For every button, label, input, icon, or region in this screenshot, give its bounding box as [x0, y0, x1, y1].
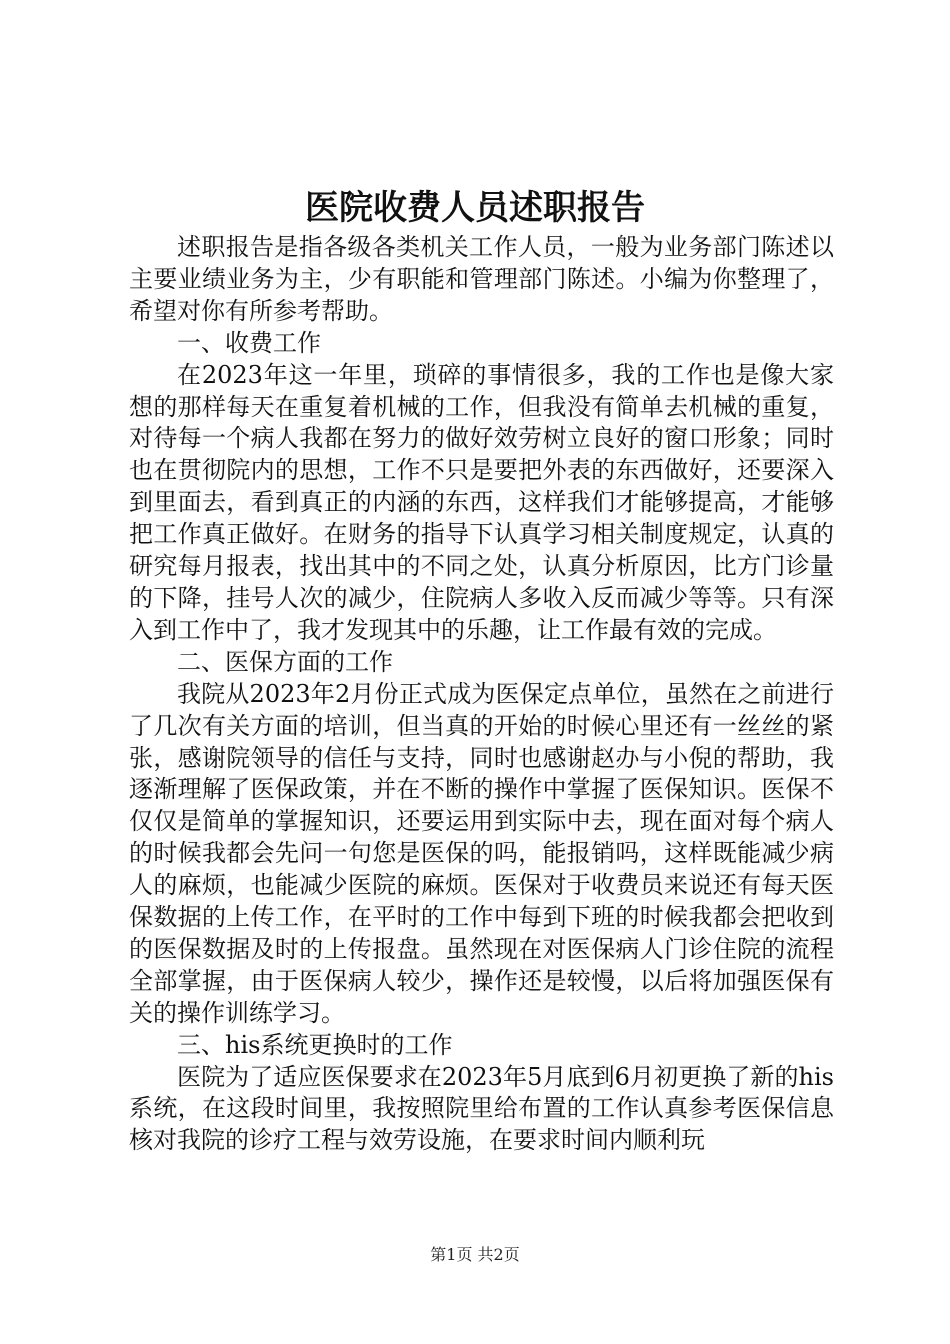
section-heading-3: 三、his系统更换时的工作 — [177, 1030, 453, 1059]
page-number-footer: 第1页 共2页 — [430, 1245, 520, 1264]
paragraph-section-1: 在2023年这一年里，琐碎的事情很多，我的工作也是像大家想的那样每天在重复着机械的工作，但我没有简单去机械的重复，对待每一个病人我都在努力的做好效劳树立良好的窗口形象；同时也在贯彻院内的思想，工作不只是要把外表的东西做好，还要深入到里面去，看到真正的内涵的东西，这样我们才能够提高，才能够把工作真正做好。在财务的指导下认真学习相关制度规定，认真的研究每月报表，找出其中的不同之处，认真分析原因，比方门诊量的下降，挂号人次的减少，住院病人多收入反而减少等等。只有深入到工作中了，我才发现其中的乐趣，让工作最有效的完成。 — [129, 360, 834, 644]
section-heading-2: 二、医保方面的工作 — [177, 647, 393, 676]
section-heading-1: 一、收费工作 — [177, 328, 321, 357]
paragraph-intro: 述职报告是指各级各类机关工作人员，一般为业务部门陈述以主要业绩业务为主，少有职能和管理部门陈述。小编为你整理了，希望对你有所参考帮助。 — [129, 233, 834, 325]
document-title: 医院收费人员述职报告 — [305, 188, 645, 228]
paragraph-section-2: 我院从2023年2月份正式成为医保定点单位，虽然在之前进行了几次有关方面的培训，但当真的开始的时候心里还有一丝丝的紧张，感谢院领导的信任与支持，同时也感谢赵办与小倪的帮助，我逐渐理解了医保政策，并在不断的操作中掌握了医保知识。医保不仅仅是简单的掌握知识，还要运用到实际中去，现在面对每个病人的时候我都会先问一句您是医保的吗，能报销吗，这样既能减少病人的麻烦，也能减少医院的麻烦。医保对于收费员来说还有每天医保数据的上传工作，在平时的工作中每到下班的时候我都会把收到的医保数据及时的上传报盘。虽然现在对医保病人门诊住院的流程全部掌握，由于医保病人较少，操作还是较慢，以后将加强医保有关的操作训练学习。 — [129, 679, 834, 1027]
document-body — [129, 232, 834, 1157]
paragraph-section-3: 医院为了适应医保要求在2023年5月底到6月初更换了新的his系统，在这段时间里，我按照院里给布置的工作认真参考医保信息核对我院的诊疗工程与效劳设施，在要求时间内顺利玩 — [129, 1062, 834, 1155]
